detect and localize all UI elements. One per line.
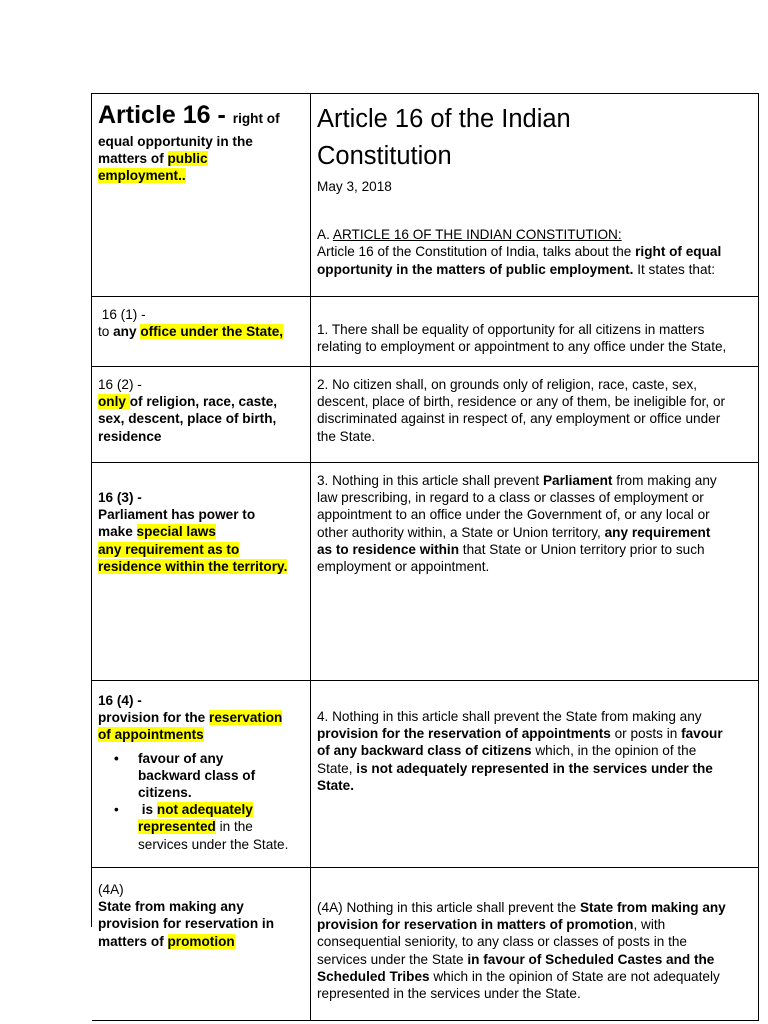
section-heading: A. ARTICLE 16 OF THE INDIAN CONSTITUTION: <box>317 227 622 243</box>
article-16-table <box>91 93 759 1002</box>
right-cell-16-3: 3. Nothing in this article shall prevent Parliament from making any law prescribing, in regard to a class or classes of employment or appointment to an office under the Government of, or any local or other authority within, a State or Union territory, any requirement as to residence within that State or Union territory prior to such employment or appointment. <box>311 463 759 680</box>
list-item: • favour of any backward class of citizens. <box>114 750 256 801</box>
page-title: Article 16 of the Indian Constitution <box>317 105 571 170</box>
bullet-list <box>98 750 304 853</box>
list-item: • is not adequately represented in the services under the State. <box>114 802 289 852</box>
table-row-header <box>92 94 759 297</box>
table-row-16-3 <box>92 463 759 681</box>
left-cell-4a: (4A) State from making any provision for reservation in matters of promotion <box>92 868 311 1020</box>
left-header-cell: Article 16 - right of equal opportunity in the matters of public employment.. <box>92 94 311 296</box>
table-row-16-2 <box>92 367 759 463</box>
left-cell-16-2: 16 (2) - only of religion, race, caste, sex, descent, place of birth, residence <box>92 367 311 462</box>
table-row-4a <box>92 868 759 1021</box>
table-row-16-1 <box>92 297 759 367</box>
right-cell-4a: (4A) Nothing in this article shall prevent the State from making any provision for reservation in matters of promotion, with consequential seniority, to any class or classes of posts in the services under the State in favour of Scheduled Castes and the Scheduled Tribes which in the opinion of State are not adequately represented in the services under the State. <box>311 868 759 1020</box>
post-date: May 3, 2018 <box>317 179 392 194</box>
right-cell-16-1: 1. There shall be equality of opportunity for all citizens in matters relating to employment or appointment to any office under the State, <box>311 297 759 366</box>
intro-text: Article 16 of the Constitution of India, talks about the right of equal opportunity in the matters of public employment. It states that: <box>317 244 722 277</box>
left-header-line1: Article 16 - right of <box>98 101 280 129</box>
article-heading: Article 16 - <box>98 101 233 129</box>
left-cell-16-4: 16 (4) - provision for the reservation of appointments • favour of any backward class of citizens. • is not adequately represented in the services under the State. <box>92 681 311 867</box>
section-link[interactable]: ARTICLE 16 OF THE INDIAN CONSTITUTION: <box>332 227 622 243</box>
table-row-16-4 <box>92 681 759 868</box>
left-cell-16-3: 16 (3) - Parliament has power to make special laws any requirement as to residence within the territory. <box>92 463 311 680</box>
right-header-cell <box>311 94 759 296</box>
right-cell-16-4: 4. Nothing in this article shall prevent the State from making any provision for the reservation of appointments or posts in favour of any backward class of citizens which, in the opinion of the State, is not adequately represented in the services under the State. <box>311 681 759 867</box>
left-cell-16-1: 16 (1) - to any office under the State, <box>92 297 311 366</box>
right-cell-16-2: 2. No citizen shall, on grounds only of religion, race, caste, sex, descent, place of birth, residence or any of them, be ineligible for, or discriminated against in respect of, any employment or office under the State. <box>311 367 759 462</box>
